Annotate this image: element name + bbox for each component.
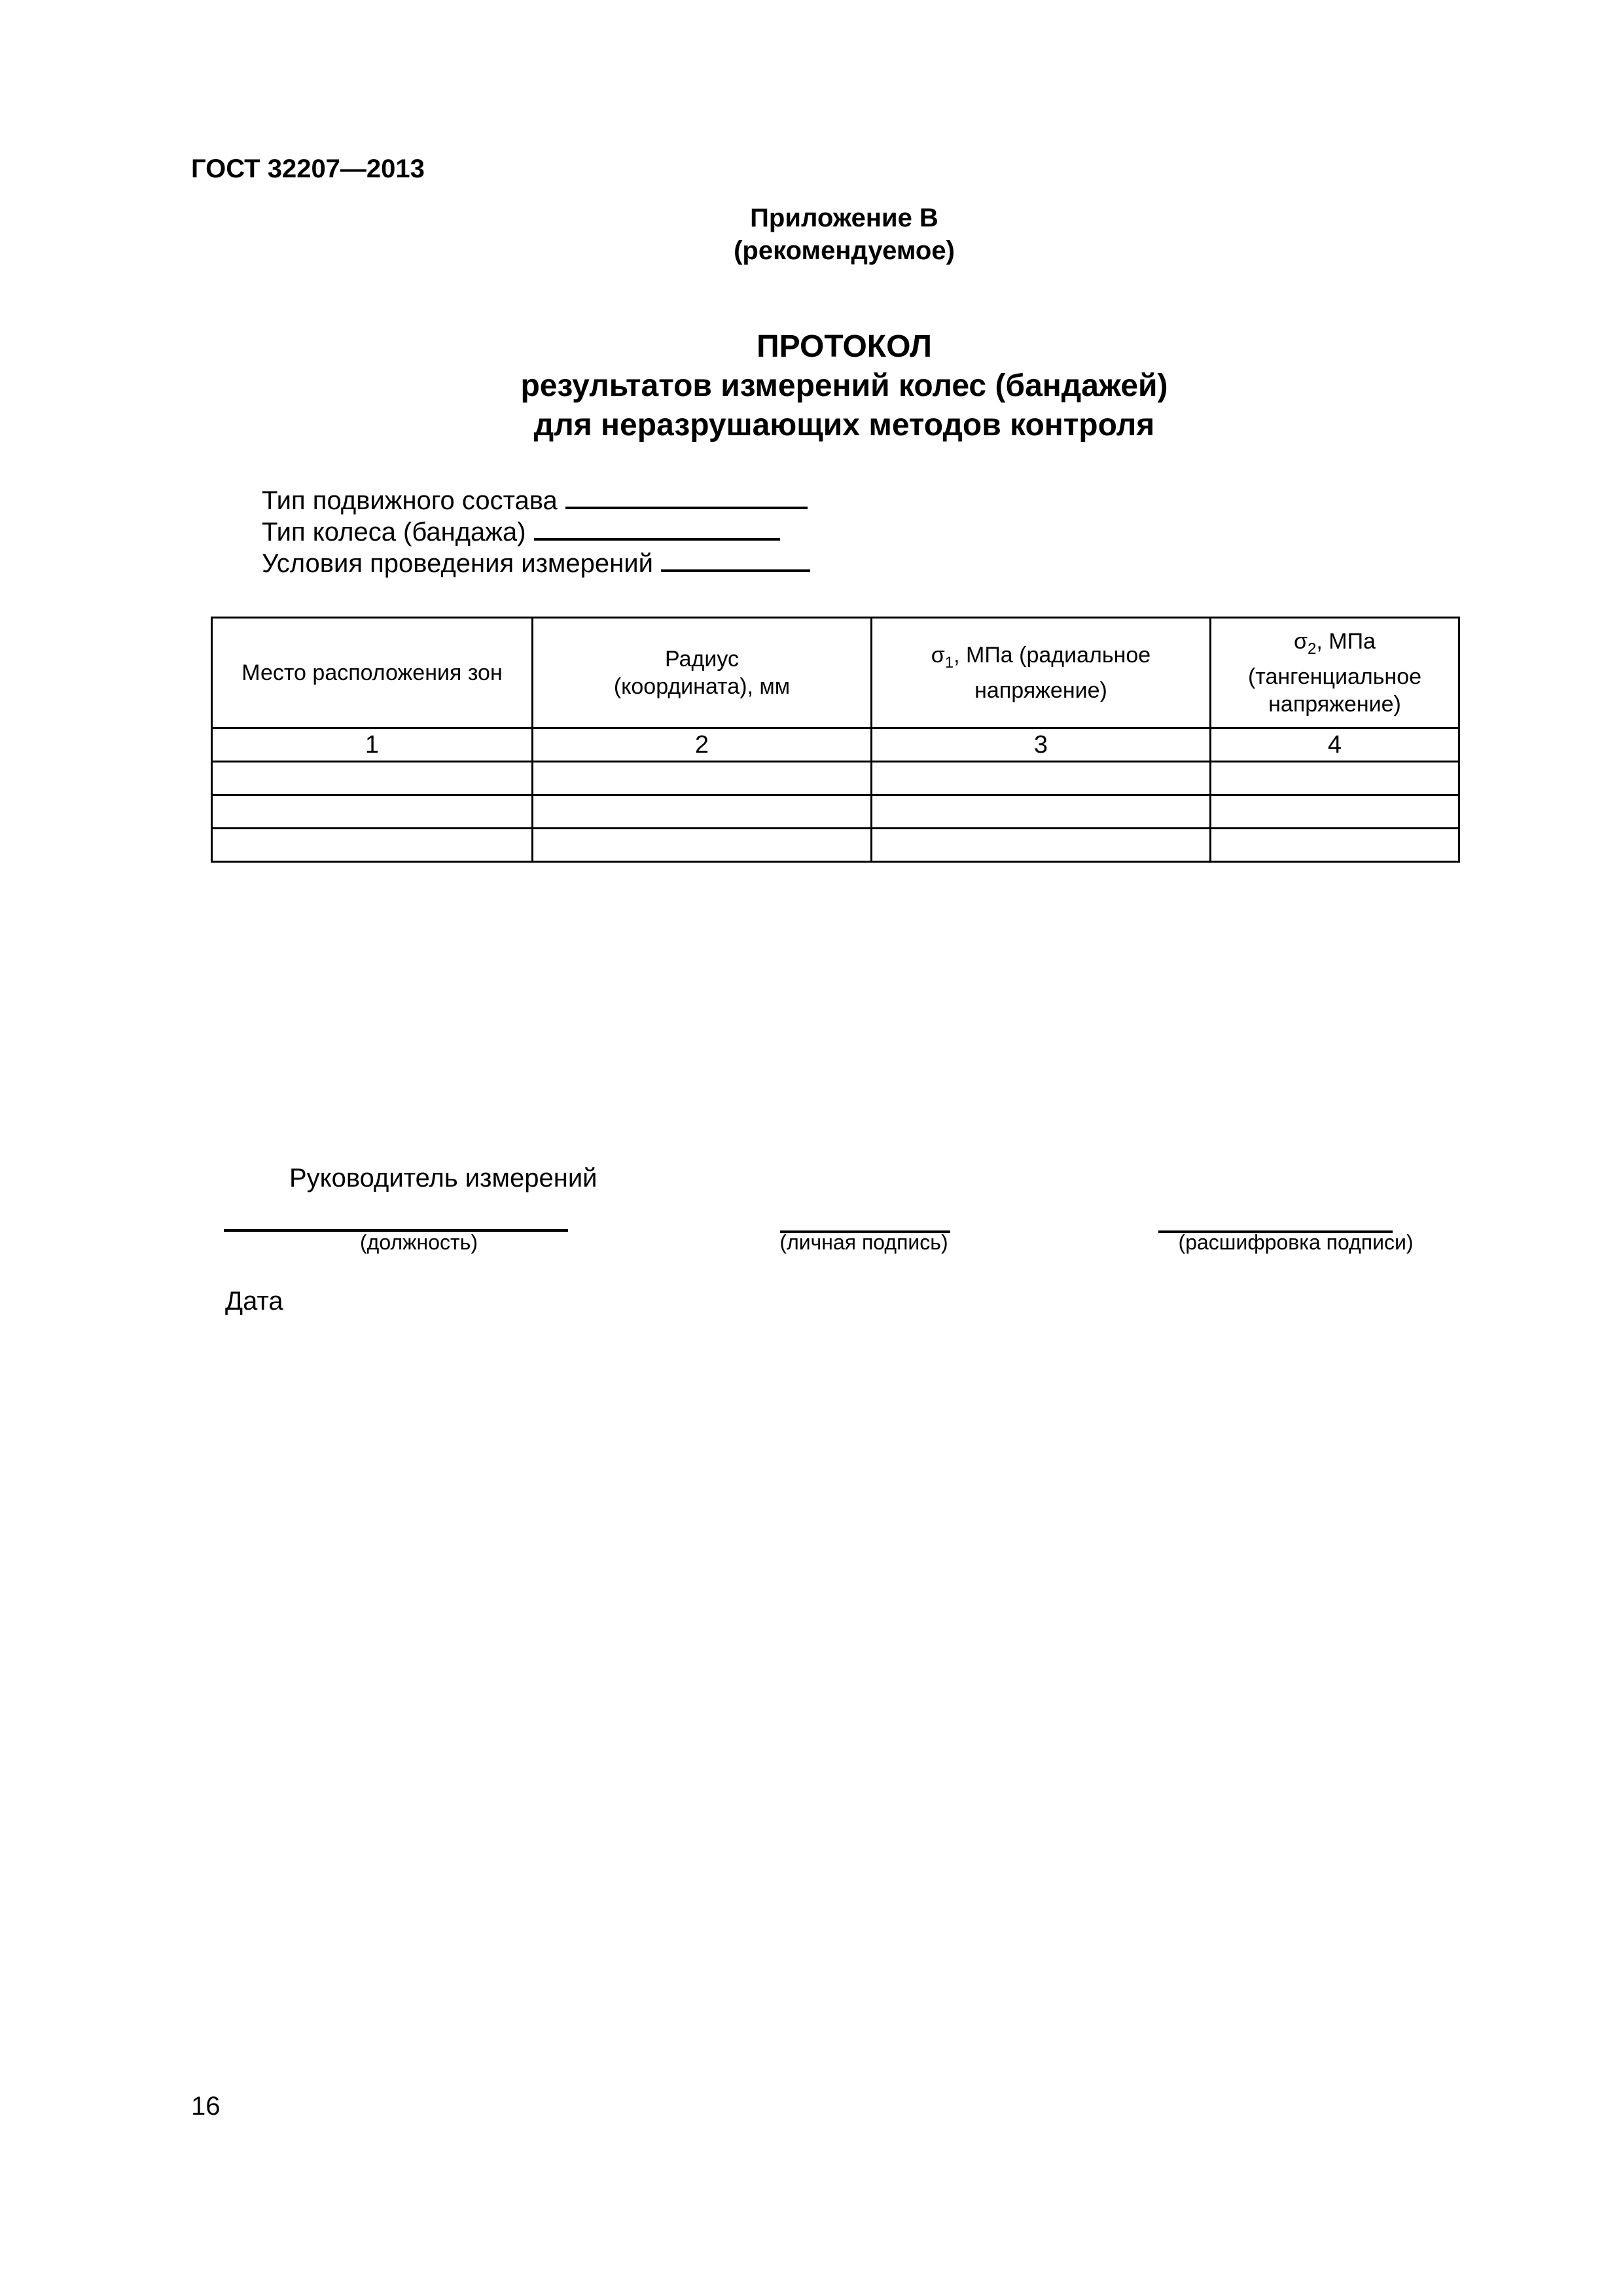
appendix-status: (рекомендуемое)	[734, 236, 955, 265]
supervisor-label: Руководитель измерений	[289, 1164, 597, 1193]
header-zone-location: Место расположения зон	[212, 618, 533, 728]
protocol-heading	[0, 327, 1623, 445]
date-label: Дата	[225, 1287, 283, 1316]
field-label: Тип подвижного состава	[262, 486, 558, 515]
table-cell[interactable]	[872, 762, 1211, 795]
table-cell[interactable]	[533, 762, 872, 795]
fill-in-line[interactable]	[661, 546, 810, 572]
page-number: 16	[191, 2092, 221, 2121]
fill-in-line[interactable]	[534, 514, 780, 541]
field-label: Тип колеса (бандажа)	[262, 518, 526, 547]
table-header-row	[212, 618, 1459, 728]
header-sigma-2: $\sigma_2$, МПа (тангенциальное напряжение)	[1211, 618, 1459, 728]
field-label: Условия проведения измерений	[262, 549, 653, 578]
table-cell[interactable]	[1211, 762, 1459, 795]
column-number: 4	[1211, 728, 1459, 762]
position-caption: (должность)	[360, 1230, 478, 1254]
table-cell[interactable]	[533, 829, 872, 862]
document-code: ГОСТ 32207—2013	[191, 154, 425, 183]
header-sigma-1: $\sigma_1$, МПа (радиальное напряжение)	[872, 618, 1211, 728]
table-row	[212, 795, 1459, 829]
table-cell[interactable]	[1211, 829, 1459, 862]
table-cell[interactable]	[872, 795, 1211, 829]
protocol-subtitle-line-3: для неразрушающих методов контроля	[533, 408, 1155, 442]
table-row	[212, 762, 1459, 795]
column-number: 3	[872, 728, 1211, 762]
decoding-caption: (расшифровка подписи)	[1178, 1230, 1414, 1254]
table-row	[212, 829, 1459, 862]
header-radius: Радиус (координата), мм	[533, 618, 872, 728]
table-cell[interactable]	[872, 829, 1211, 862]
field-rolling-stock-type	[262, 483, 808, 516]
fill-in-line[interactable]	[565, 483, 808, 509]
column-number: 2	[533, 728, 872, 762]
table-cell[interactable]	[212, 795, 533, 829]
sigma-symbol: σ	[1294, 629, 1308, 655]
appendix-title: Приложение В	[750, 204, 938, 232]
sigma-symbol: σ	[931, 643, 945, 668]
results-table	[211, 617, 1460, 863]
field-measurement-conditions	[262, 546, 810, 579]
appendix-heading	[0, 202, 1623, 267]
field-wheel-type	[262, 514, 780, 547]
column-number: 1	[212, 728, 533, 762]
table-cell[interactable]	[1211, 795, 1459, 829]
table-cell[interactable]	[212, 829, 533, 862]
signature-caption: (личная подпись)	[779, 1230, 948, 1254]
column-number-row	[212, 728, 1459, 762]
protocol-subtitle-line-2: результатов измерений колес (бандажей)	[520, 368, 1168, 403]
table-cell[interactable]	[212, 762, 533, 795]
protocol-title: ПРОТОКОЛ	[757, 329, 932, 364]
table-cell[interactable]	[533, 795, 872, 829]
